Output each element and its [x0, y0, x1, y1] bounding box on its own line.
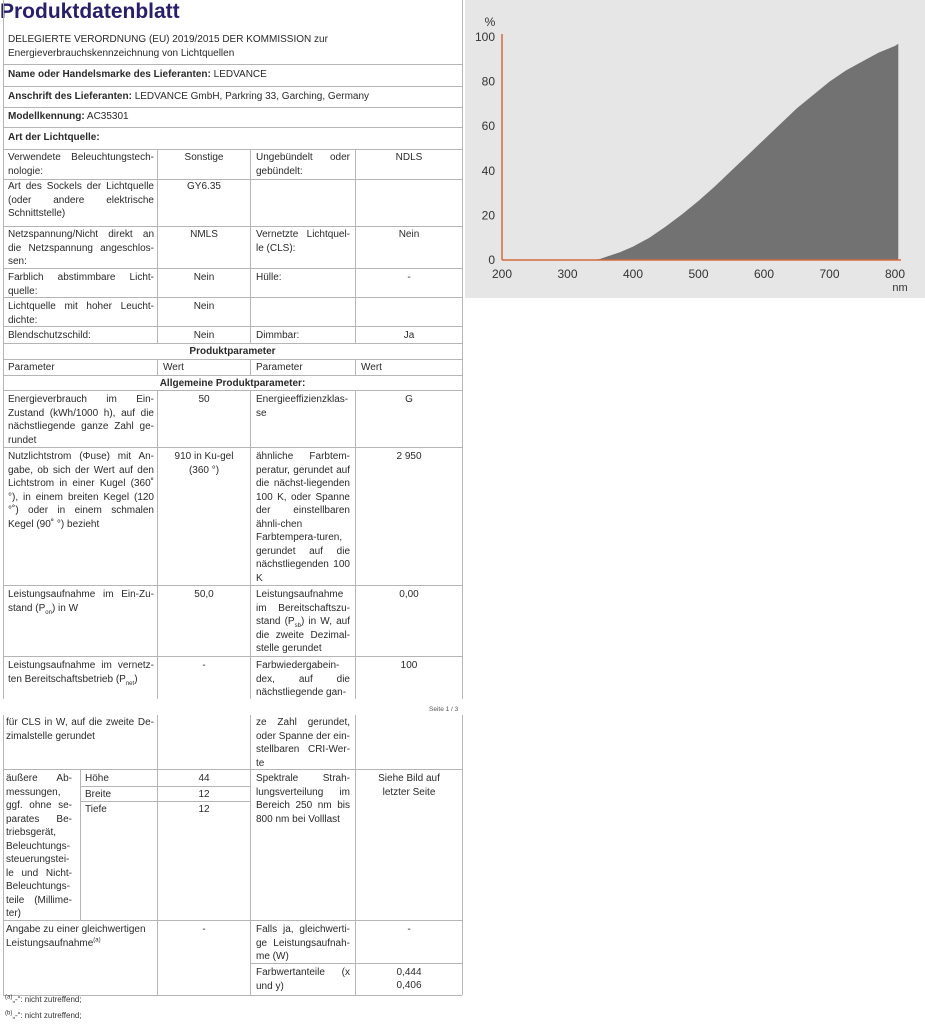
cri-label-continued: ze Zahl gerundet, oder Spanne der ein-stellbaren CRI-Wer-te [256, 717, 350, 769]
spd-value: Siehe Bild auf letzter Seite [378, 773, 440, 798]
equiv-power-value: - [407, 924, 411, 935]
dim-value: 12 [198, 789, 210, 800]
chroma-label: Farbwertanteile (x und y) [256, 967, 350, 992]
col-header-param2: Parameter [256, 362, 303, 373]
light-row-label: Dimmbar: [256, 330, 300, 341]
pnet-label: Leistungsaufnahme im vernetz-ten Bereitschaftsbetrieb $(P_{net})$ [8, 660, 154, 687]
light-row-value: Nein [193, 272, 215, 283]
light-row-label: Farblich abstimmbare Licht-quelle: [8, 272, 154, 297]
flux-value: 910 in Ku-gel (360 °) [174, 451, 234, 476]
dim-value: 12 [198, 804, 210, 815]
chroma-x: 0,444 [396, 967, 422, 978]
light-row-label: Verwendete Beleuchtungstech-nologie: [8, 152, 154, 177]
model-label: Modellkennung: [8, 111, 85, 122]
y-axis-label: % [484, 15, 496, 29]
light-row-label: Netzspannung/Nicht direkt an die Netzspannung angeschlos-sen: [8, 229, 154, 267]
supplier-label: Name oder Handelsmarke des Lieferanten: [8, 69, 211, 80]
dim-value: 44 [198, 773, 210, 784]
x-axis-label: nm [892, 282, 908, 294]
y-tick-label: 0 [488, 253, 495, 267]
x-tick-label: 600 [753, 267, 775, 281]
equiv-label: Angabe zu einer gleichwertigen Leistungsaufnahme$^{(a)}$ [6, 924, 146, 949]
page-title: Produktdatenblatt [0, 0, 180, 23]
general-params-heading: Allgemeine Produktparameter: [159, 378, 306, 389]
y-tick-label: 40 [481, 163, 495, 178]
light-row-label: Lichtquelle mit hoher Leucht-dichte: [8, 301, 154, 326]
page-number: Seite 1 / 3 [429, 706, 459, 713]
light-row-label: Hülle: [256, 272, 282, 283]
psb-value: 0,00 [399, 589, 419, 600]
dim-name: Breite [85, 789, 112, 800]
light-row-label: Vernetzte Lichtquel-le (CLS): [256, 229, 350, 254]
x-tick-label: 500 [688, 267, 709, 281]
x-tick-label: 700 [819, 267, 840, 281]
pon-value: 50,0 [194, 589, 214, 600]
energy-label: Energieverbrauch im Ein-Zustand (kWh/1000 h), auf die nächstliegende ganze Zahl ge-rundet [8, 394, 154, 446]
dimensions-label: äußere Ab-messungen, ggf. ohne se-parates Be-triebsgerät, Beleuchtungs-steuerungstei-le und Nicht-Beleuchtungs-teile (Millime-ter) [6, 773, 72, 919]
footnote: $^{(a)}$„-“: nicht zutreffend; [5, 994, 82, 1004]
col-header-param: Parameter [8, 362, 55, 373]
pon-label: Leistungsaufnahme im Ein-Zu-stand $(P_{on})$ in W [8, 589, 154, 616]
cri-label: Farbwiedergabein-dex, auf die nächstliegende gan- [256, 660, 350, 698]
pnet-value: - [202, 660, 206, 671]
energy-class-label: Energieeffizienzklas-se [256, 394, 349, 419]
light-row-value: Nein [398, 229, 420, 240]
light-row-value: Nein [193, 330, 215, 341]
chroma-y: 0,406 [396, 980, 422, 991]
light-row-label: Art des Sockels der Lichtquelle (oder andere elektrische Schnittstelle) [8, 181, 154, 219]
dim-name: Tiefe [85, 804, 107, 815]
light-row-value: - [407, 272, 411, 283]
light-row-label: Ungebündelt oder gebündelt: [256, 152, 350, 177]
cct-label: ähnliche Farbtem-peratur, gerundet auf die nächst-liegenden 100 K, oder Spanne der einstellbaren ähnli-chen Farbtempera-turen, gerundet auf die nächstliegenden 100 K [256, 451, 350, 584]
y-tick-label: 100 [474, 30, 495, 44]
light-row-value: Ja [403, 330, 415, 341]
regulation-text: DELEGIERTE VERORDNUNG (EU) 2019/2015 DER KOMMISSION zur Energieverbrauchskennzeichnung von Lichtquellen [8, 34, 328, 59]
light-row-value: Sonstige [184, 152, 224, 163]
address-label: Anschrift des Lieferanten: [8, 91, 132, 102]
model-row [8, 110, 129, 124]
energy-value: 50 [198, 394, 210, 405]
y-tick-label: 20 [481, 208, 495, 223]
equiv-value: - [202, 924, 206, 935]
x-tick-label: 400 [622, 267, 644, 281]
y-tick-label: 80 [481, 74, 495, 89]
x-tick-label: 200 [491, 267, 513, 281]
light-row-value: GY6.35 [187, 181, 221, 192]
cri-value: 100 [400, 660, 418, 671]
col-header-value2: Wert [361, 362, 382, 373]
col-header-value: Wert [163, 362, 184, 373]
address-value: LEDVANCE GmbH, Parkring 33, Garching, Germany [134, 91, 370, 102]
spd-label: Spektrale Strah-lungsverteilung im Bereich 250 nm bis 800 nm bei Volllast [256, 773, 350, 825]
light-row-label: Blendschutzschild: [8, 330, 91, 341]
energy-class-value: G [405, 394, 413, 405]
dim-name: Höhe [85, 773, 109, 784]
x-tick-label: 300 [557, 267, 578, 281]
footnote: $^{(b)}$„-“: nicht zutreffend; [5, 1010, 82, 1020]
light-row-value: Nein [193, 301, 215, 312]
psb-label: Leistungsaufnahme im Bereitschaftszu-stand $(P_{sb})$ in W, auf die zweite Dezimal-stelle gerundet [256, 589, 350, 654]
supplier-row [8, 68, 267, 82]
equiv-power-label: Falls ja, gleichwerti-ge Leistungsaufnah-me (W) [256, 924, 350, 962]
light-row-value: NDLS [395, 152, 423, 163]
model-value: AC35301 [86, 111, 129, 122]
light-type-heading: Art der Lichtquelle: [8, 132, 100, 143]
light-row-value: NMLS [190, 229, 218, 240]
supplier-value: LEDVANCE [213, 69, 267, 80]
flux-label: Nutzlichtstrom (Φuse) mit An-gabe, ob sich der Wert auf den Lichtstrom in einer Kugel (360˚ °), in einem breiten Kegel (120 °˚) oder in einem schmalen Kegel (90˚ °) bezieht [8, 451, 154, 530]
x-tick-label: 800 [884, 267, 906, 281]
spectral-distribution-chart [465, 0, 925, 298]
pnet-label-continued: für CLS in W, auf die zweite De-zimalstelle gerundet [6, 717, 154, 742]
product-params-heading: Produktparameter [189, 346, 276, 357]
address-row [8, 90, 369, 104]
cct-value: 2 950 [396, 451, 422, 462]
y-tick-label: 60 [481, 119, 495, 134]
